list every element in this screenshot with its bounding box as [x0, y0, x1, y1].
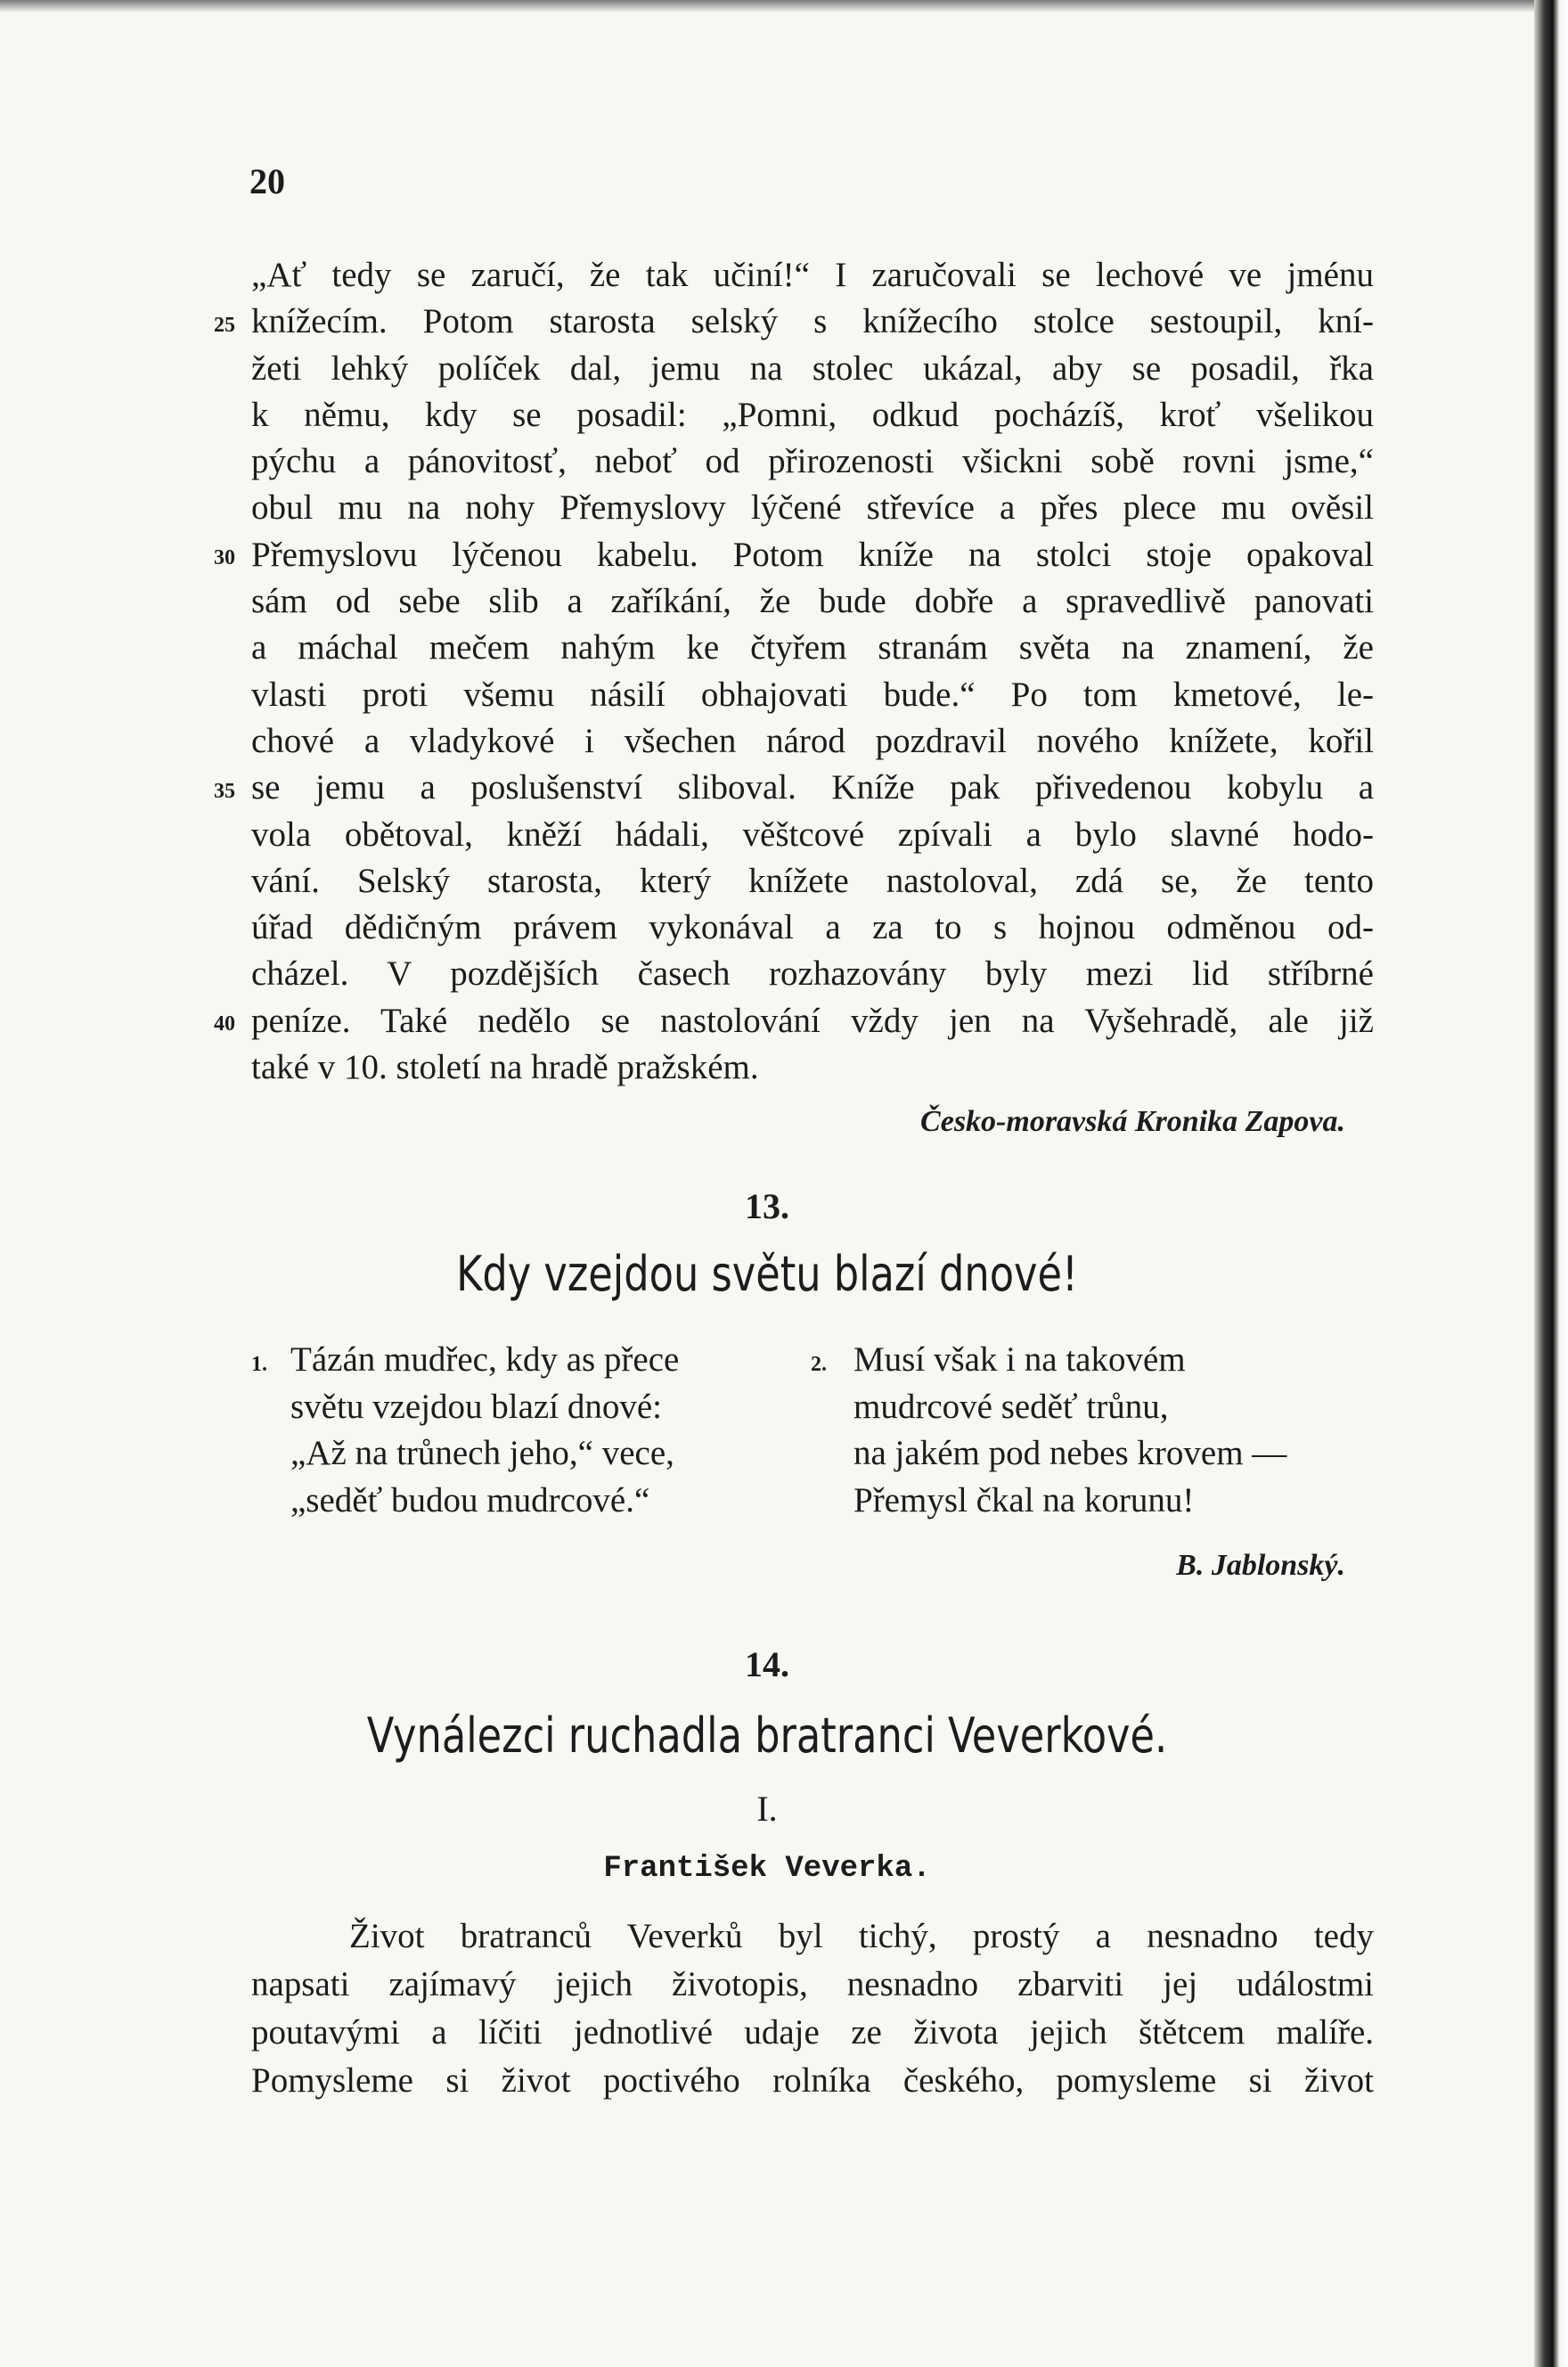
text-line: „Až na trůnech jeho,“ vece, [290, 1434, 674, 1472]
scan-top-edge [0, 0, 1534, 12]
text-line: obul mu na nohy Přemyslovy lýčené střevíce a přes plece mu ověsil [251, 488, 1374, 528]
text-line: „Ať tedy se zaručí, že tak učiní!“ I zaručovali se lechové ve jménu [251, 256, 1374, 294]
text-line: žeti lehký políček dal, jemu na stolec ukázal, aby se posadil, řka [251, 348, 1374, 388]
stanza-1-number: 1. [251, 1353, 267, 1376]
text-line: poutavými a líčiti jednotlivé udaje ze života jejich štětcem malíře. [251, 2013, 1374, 2052]
text-line: chové a vladykové i všechen národ pozdravil nového knížete, kořil [251, 721, 1374, 760]
stanza-1 [290, 1337, 679, 1524]
text-line: pýchu a pánovitosť, neboť od přirozenosti všickni sobě rovni jsme,“ [251, 442, 1374, 481]
text-line: vlasti proti všemu násilí obhajovati bude.“ Po tom kmetové, le- [251, 675, 1374, 714]
line-number-25: 25 [214, 314, 235, 337]
text-line: úřad dědičným právem vykonával a za to s hojnou odměnou od- [251, 908, 1374, 947]
paragraph-veverka [251, 1912, 1374, 2105]
text-line: vola obětoval, kněží hádali, věštcové zpívali a bylo slavné hodo- [251, 815, 1374, 854]
text-line: Musí však i na takovém [853, 1340, 1186, 1379]
text-line: „seděť budou mudrcové.“ [290, 1480, 650, 1519]
stanza-2 [853, 1337, 1286, 1524]
text-line: sám od sebe slib a zaříkání, že bude dobře a spravedlivě panovati [251, 582, 1374, 621]
line-number-40: 40 [214, 1012, 235, 1036]
section-13-title: Kdy vzejdou světu blazí dnové! [456, 1246, 1078, 1302]
text-line: světu vzejdou blazí dnové: [290, 1387, 662, 1426]
text-line: se jemu a poslušenství sliboval. Kníže pak přivedenou kobylu a [251, 768, 1374, 807]
section-14-title: Vynálezci ruchadla bratranci Veverkové. [366, 1708, 1168, 1764]
text-line: cházel. V pozdějších časech rozhazovány byly mezi lid stříbrné [251, 954, 1374, 994]
text-line: k němu, kdy se posadil: „Pomni, odkud pocházíš, kroť všelikou [251, 395, 1374, 434]
page-number: 20 [249, 161, 285, 201]
paragraph-chronicle [251, 252, 1374, 1091]
text-line: Pomysleme si život poctivého rolníka českého, pomysleme si život [251, 2061, 1374, 2100]
text-line: mudrcové seděť trůnu, [853, 1387, 1169, 1426]
text-line: vání. Selský starosta, který knížete nastoloval, zdá se, že tento [251, 861, 1374, 900]
text-line: Přemysl čkal na korunu! [853, 1480, 1195, 1519]
text-line: Přemyslovu lýčenou kabelu. Potom kníže na stolci stoje opakoval [251, 535, 1374, 574]
scan-right-edge [1534, 0, 1568, 2367]
source-citation: Česko-moravská Kronika Zapova. [920, 1105, 1345, 1138]
text-line: knížecím. Potom starosta selský s knížecího stolce sestoupil, kní- [251, 302, 1374, 341]
text-line: a máchal mečem nahým ke čtyřem stranám světa na znamení, že [251, 628, 1374, 668]
section-14-subtitle: František Veverka. [603, 1852, 931, 1886]
section-13-number: 13. [745, 1186, 789, 1226]
text-line: také v 10. století na hradě pražském. [251, 1048, 759, 1087]
section-14-number: 14. [745, 1644, 789, 1684]
stanza-2-number: 2. [811, 1353, 827, 1376]
text-line: Tázán mudřec, kdy as přece [290, 1340, 680, 1379]
text-line: na jakém pod nebes krovem — [853, 1434, 1287, 1472]
line-number-30: 30 [214, 546, 235, 569]
line-number-35: 35 [214, 780, 235, 803]
text-line: Život bratranců Veverků byl tichý, prostý a nesnadno tedy [349, 1917, 1374, 1955]
text-line: napsati zajímavý jejich životopis, nesnadno zbarviti jej událostmi [251, 1965, 1374, 2003]
text-line: peníze. Také nedělo se nastolování vždy jen na Vyšehradě, ale již [251, 1001, 1374, 1040]
section-14-subnumber: I. [756, 1789, 778, 1829]
poem-author: B. Jablonský. [1176, 1549, 1345, 1582]
